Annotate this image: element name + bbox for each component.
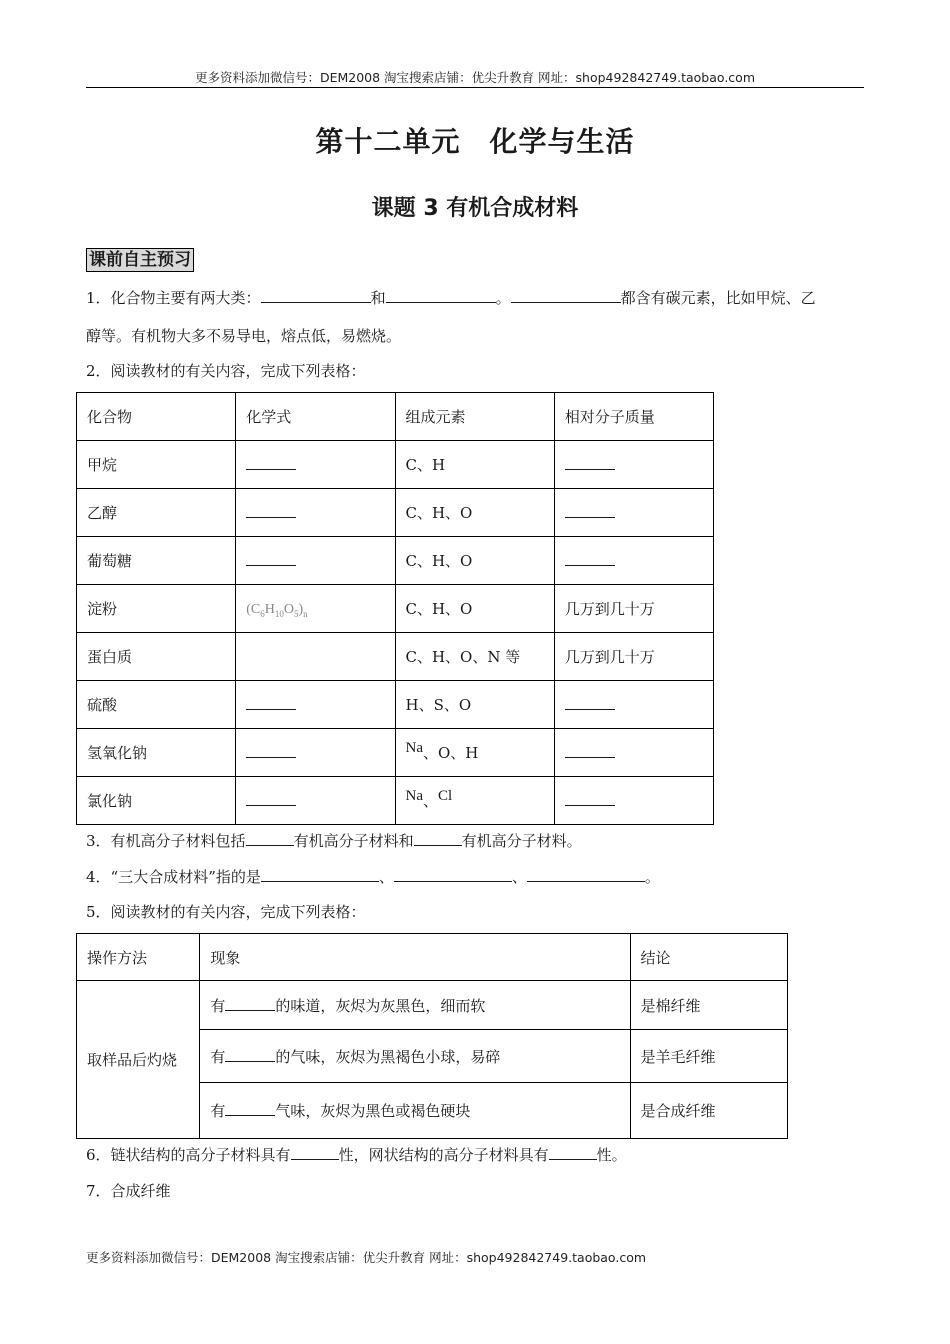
table-row	[77, 777, 714, 825]
elements-rest: 、O、H	[423, 744, 479, 762]
elements-sep: 、	[423, 792, 439, 810]
question-1-line-2: 醇等。有机物大多不易导电，熔点低，易燃烧。	[86, 327, 402, 345]
header-rule	[86, 87, 864, 88]
table-header-row	[77, 393, 714, 441]
question-4	[86, 867, 660, 887]
q4-sep: 、	[378, 868, 394, 886]
compound-name: 氢氧化钠	[77, 729, 236, 777]
q1-blank-1[interactable]	[261, 288, 371, 303]
question-7	[86, 1181, 171, 1201]
page-footer: 更多资料添加微信号：DEM2008 淘宝搜索店铺：优尖升教育 网址：shop492842749.taobao.com	[86, 1250, 647, 1265]
mass-cell: 几万到几十万	[554, 585, 713, 633]
compound-name: 葡萄糖	[77, 537, 236, 585]
question-5	[86, 902, 366, 922]
phenomenon-cell: 有 的味道，灰烬为灰黑色，细而软	[200, 981, 630, 1030]
q6-blank-2[interactable]	[549, 1145, 597, 1160]
phenomenon-blank[interactable]	[225, 996, 275, 1011]
header-mass: 相对分子质量	[554, 393, 713, 441]
q1-text-c: 。	[495, 289, 511, 307]
fiber-test-table	[76, 933, 788, 1139]
q3-text-b: 有机高分子材料和	[293, 832, 414, 850]
page-header: 更多资料添加微信号：DEM2008 淘宝搜索店铺：优尖升教育 网址：shop492842749.taobao.com	[194, 70, 756, 85]
compound-name: 蛋白质	[77, 633, 236, 681]
elements-cell: C、H、O	[395, 537, 554, 585]
q1-blank-3[interactable]	[511, 288, 621, 303]
table-header-row	[77, 934, 788, 981]
elements-cell	[395, 729, 554, 777]
conclusion-cell: 是棉纤维	[630, 981, 787, 1030]
q3-text-c: 有机高分子材料。	[461, 832, 582, 850]
mass-blank[interactable]	[565, 551, 615, 566]
elements-cell: C、H、O	[395, 489, 554, 537]
q4-blank-3[interactable]	[527, 867, 645, 882]
compound-table	[76, 392, 714, 825]
sodium-symbol: Na	[405, 740, 423, 756]
table-row	[77, 981, 788, 1030]
mass-cell	[554, 537, 713, 585]
header-elements: 组成元素	[395, 393, 554, 441]
table-row	[77, 441, 714, 489]
elements-cell: C、H、O、N 等	[395, 633, 554, 681]
formula-cell	[236, 681, 395, 729]
mass-blank[interactable]	[565, 743, 615, 758]
q1-number: 1．	[86, 289, 111, 307]
formula-blank[interactable]	[246, 743, 296, 758]
mass-cell	[554, 777, 713, 825]
table-row	[77, 585, 714, 633]
q5-number: 5．	[86, 903, 111, 921]
formula-blank[interactable]	[246, 791, 296, 806]
formula-blank[interactable]	[246, 503, 296, 518]
formula-blank[interactable]	[246, 455, 296, 470]
unit-title: 第十二单元 化学与生活	[315, 125, 635, 158]
q1-blank-2[interactable]	[386, 288, 496, 303]
mass-blank[interactable]	[565, 455, 615, 470]
phenomenon-cell: 有 的气味，灰烬为黑褐色小球，易碎	[200, 1030, 630, 1083]
conclusion-cell: 是合成纤维	[630, 1083, 787, 1139]
q4-end: 。	[644, 868, 660, 886]
q6-text-b: 性，网状结构的高分子材料具有	[338, 1146, 549, 1164]
header-compound: 化合物	[77, 393, 236, 441]
mass-cell	[554, 441, 713, 489]
q3-number: 3．	[86, 832, 111, 850]
q3-text-a: 有机高分子材料包括	[110, 832, 246, 850]
elements-cell: H、S、O	[395, 681, 554, 729]
q7-text: 合成纤维	[110, 1182, 171, 1200]
table-row	[77, 537, 714, 585]
mass-cell: 几万到几十万	[554, 633, 713, 681]
table-row	[77, 681, 714, 729]
question-6	[86, 1145, 627, 1165]
compound-name: 硫酸	[77, 681, 236, 729]
formula-cell	[236, 441, 395, 489]
header-conclusion: 结论	[630, 934, 787, 981]
q4-number: 4．	[86, 868, 111, 886]
formula-blank[interactable]	[246, 551, 296, 566]
compound-name: 乙醇	[77, 489, 236, 537]
compound-name: 甲烷	[77, 441, 236, 489]
q1-text-a: 化合物主要有两大类：	[110, 289, 261, 307]
question-1-line-1	[86, 288, 816, 308]
sodium-symbol: Na	[405, 788, 423, 804]
q6-text-a: 链状结构的高分子材料具有	[110, 1146, 291, 1164]
q1-text-d: 都含有碳元素，比如甲烷、乙	[620, 289, 816, 307]
compound-name: 淀粉	[77, 585, 236, 633]
compound-name: 氯化钠	[77, 777, 236, 825]
q4-sep: 、	[511, 868, 527, 886]
q3-blank-2[interactable]	[414, 831, 462, 846]
formula-blank[interactable]	[246, 695, 296, 710]
header-phenomenon: 现象	[200, 934, 630, 981]
phenomenon-blank[interactable]	[225, 1047, 275, 1062]
formula-cell	[236, 489, 395, 537]
q6-blank-1[interactable]	[291, 1145, 339, 1160]
lesson-title: 课题 3 有机合成材料	[371, 196, 579, 221]
conclusion-cell: 是羊毛纤维	[630, 1030, 787, 1083]
phenomenon-cell: 有 气味，灰烬为黑色或褐色硬块	[200, 1083, 630, 1139]
section-tag: 课前自主预习	[86, 248, 194, 272]
mass-cell	[554, 681, 713, 729]
q4-blank-1[interactable]	[261, 867, 379, 882]
mass-blank[interactable]	[565, 791, 615, 806]
chlorine-symbol: Cl	[438, 788, 453, 804]
formula-cell	[236, 633, 395, 681]
header-formula: 化学式	[236, 393, 395, 441]
elements-cell	[395, 777, 554, 825]
mass-blank[interactable]	[565, 695, 615, 710]
elements-cell: C、H	[395, 441, 554, 489]
formula-cell	[236, 729, 395, 777]
phenomenon-blank[interactable]	[225, 1101, 275, 1116]
formula-cell	[236, 585, 395, 633]
q6-number: 6．	[86, 1146, 111, 1164]
method-cell: 取样品后灼烧	[77, 981, 200, 1139]
q3-blank-1[interactable]	[246, 831, 294, 846]
elements-cell: C、H、O	[395, 585, 554, 633]
q2-text: 阅读教材的有关内容，完成下列表格：	[110, 362, 366, 380]
formula-cell	[236, 537, 395, 585]
table-row	[77, 489, 714, 537]
header-method: 操作方法	[77, 934, 200, 981]
mass-cell	[554, 489, 713, 537]
table-row	[77, 633, 714, 681]
q2-number: 2．	[86, 362, 111, 380]
q7-number: 7．	[86, 1182, 111, 1200]
q4-text: “三大合成材料”指的是	[110, 868, 261, 886]
mass-blank[interactable]	[565, 503, 615, 518]
formula-cell	[236, 777, 395, 825]
q4-blank-2[interactable]	[394, 867, 512, 882]
question-2	[86, 361, 366, 381]
q5-text: 阅读教材的有关内容，完成下列表格：	[110, 903, 366, 921]
table-row	[77, 729, 714, 777]
q6-text-c: 性。	[596, 1146, 627, 1164]
mass-cell	[554, 729, 713, 777]
starch-formula: $(C_6H_{10}O_5)_n$	[246, 601, 308, 619]
question-3	[86, 831, 582, 851]
q1-text-b: 和	[370, 289, 386, 307]
